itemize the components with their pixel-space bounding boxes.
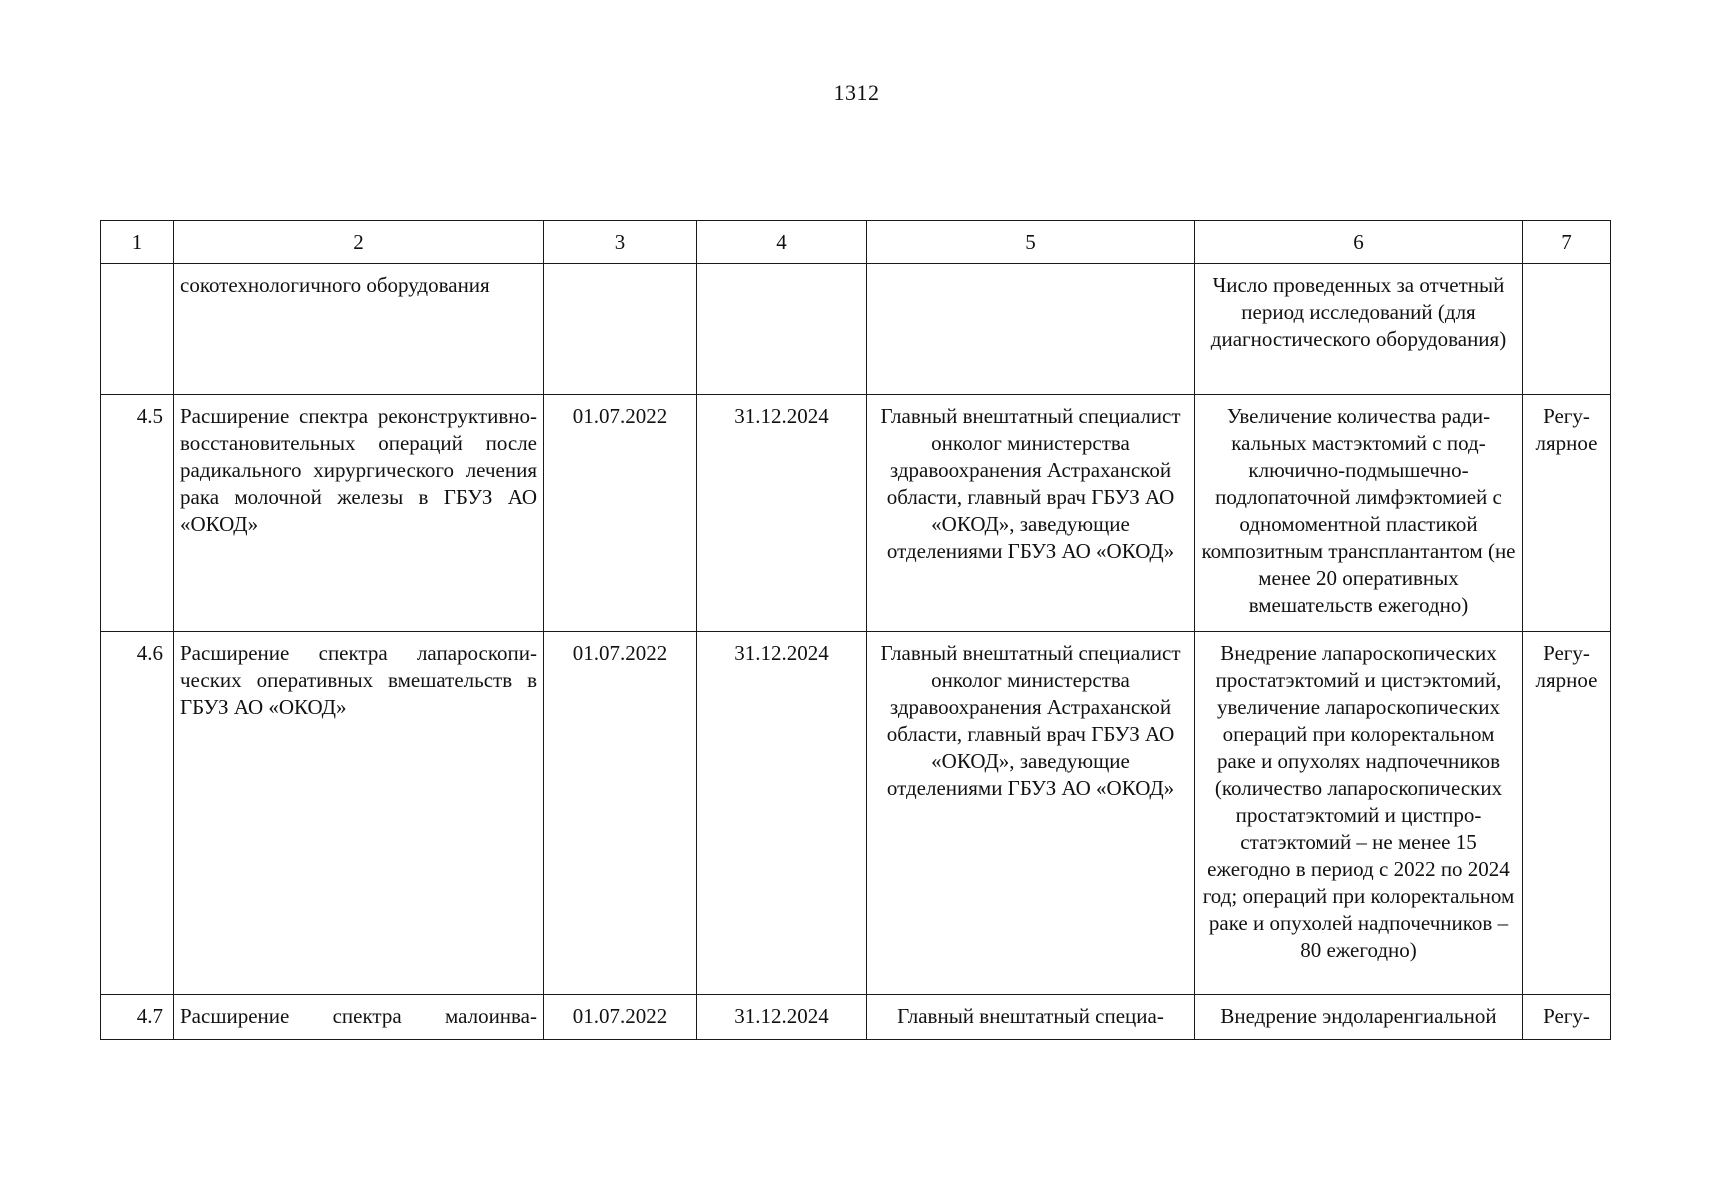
table-row [101,395,1611,632]
responsible [867,264,1195,395]
expected-result: Внедрение лапароскопических простатэктомий и цистэктомий, увеличение лапароскопических операций при колоректальном раке и опухолях надпочечников (количество лапароскопических простатэктомий и цистпростатэктомий – не менее 15 ежегодно в период с 2022 по 2024 год; операций при колоректальном раке и опухолей надпочечников – 80 ежегодно) [1195,632,1523,995]
row-number: 4.6 [101,632,174,995]
expected-result: Увеличение количества радикальных мастэктомий с подключично-подмышечно-подлопаточной лимфэктомией с одномоментной пластикой композитным трансплантантом (не менее 20 оперативных вмешательств ежегодно) [1195,395,1523,632]
responsible: Главный внештатный специалист онколог министерства здравоохранения Астраханской области, главный врач ГБУЗ АО «ОКОД», заведующие отделениями ГБУЗ АО «ОКОД» [867,395,1195,632]
start-date [544,264,697,395]
column-header: 2 [174,221,544,264]
start-date: 01.07.2022 [544,995,697,1040]
table-row [101,632,1611,995]
measure-title: Расширение спектра реконструктивно-восстановительных операций после радикального хирургического лечения рака молочной железы в ГБУЗ АО «ОКОД» [174,395,544,632]
page-number: 1312 [833,80,880,105]
measure-type: Регулярное [1523,395,1611,632]
column-header: 1 [101,221,174,264]
table-row [101,995,1611,1040]
row-number: 4.5 [101,395,174,632]
measure-type: Регулярное [1523,632,1611,995]
start-date: 01.07.2022 [544,632,697,995]
start-date: 01.07.2022 [544,395,697,632]
measure-type: Регу- [1523,995,1611,1040]
responsible: Главный внештатный специа- [867,995,1195,1040]
responsible: Главный внештатный специалист онколог министерства здравоохранения Астраханской области, главный врач ГБУЗ АО «ОКОД», заведующие отделениями ГБУЗ АО «ОКОД» [867,632,1195,995]
measure-type [1523,264,1611,395]
measure-title: Расширение спектра лапароскопических оперативных вмешательств в ГБУЗ АО «ОКОД» [174,632,544,995]
column-header: 5 [867,221,1195,264]
measure-title: сокотехнологичного оборудования [174,264,544,395]
end-date: 31.12.2024 [697,395,867,632]
column-header: 6 [1195,221,1523,264]
expected-result: Число проведенных за отчетный период исследований (для диагностического оборудования) [1195,264,1523,395]
expected-result: Внедрение эндоларенгиальной [1195,995,1523,1040]
row-number: 4.7 [101,995,174,1040]
end-date: 31.12.2024 [697,632,867,995]
plan-table [100,220,1611,1040]
end-date [697,264,867,395]
table-row [101,264,1611,395]
end-date: 31.12.2024 [697,995,867,1040]
column-header: 4 [697,221,867,264]
column-header: 3 [544,221,697,264]
column-number-row [101,221,1611,264]
measure-title: Расширение спектра малоинва- [174,995,544,1040]
row-number [101,264,174,395]
column-header: 7 [1523,221,1611,264]
